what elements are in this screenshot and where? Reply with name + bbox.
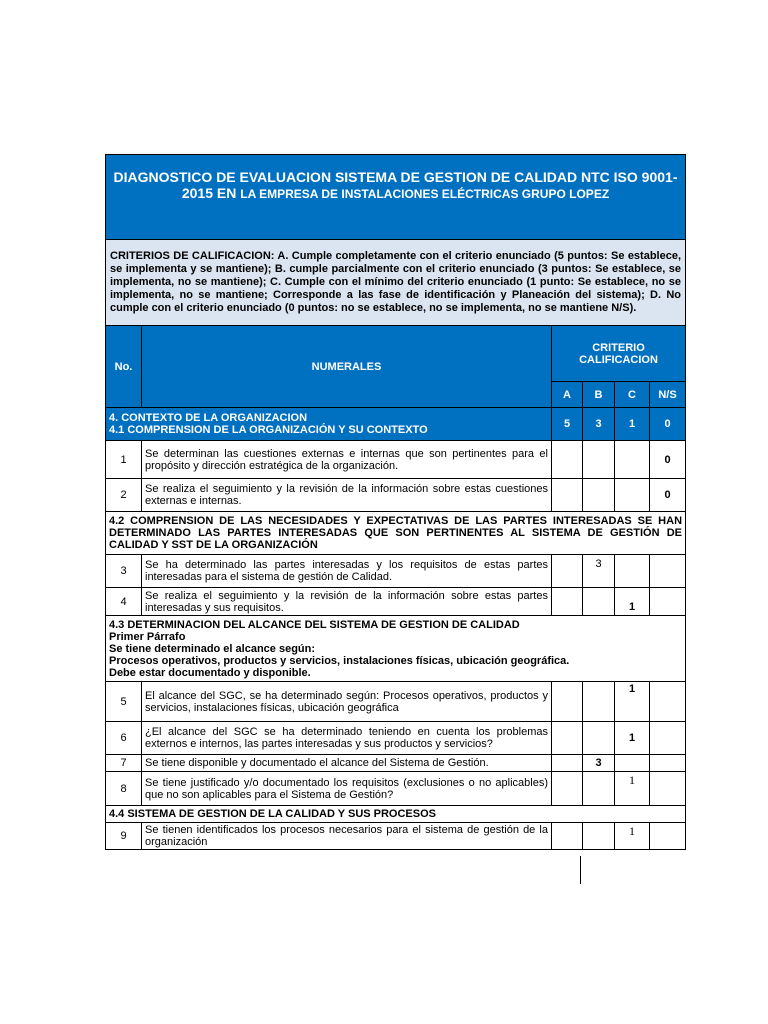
score-ns: 0 — [650, 479, 686, 512]
score-a — [552, 555, 583, 588]
col-header-criterio: CRITERIO CALIFICACION — [552, 326, 686, 382]
title-line-1: DIAGNOSTICO DE EVALUACION SISTEMA DE GESTION DE CALIDAD NTC ISO 9001- — [113, 169, 678, 185]
score-ns — [650, 755, 686, 772]
score-c: 1 — [615, 823, 650, 850]
score-ns — [650, 682, 686, 722]
evaluation-document — [105, 154, 685, 850]
row-question: Se ha determinado las partes interesadas y los requisitos de estas partes interesadas para el sistema de gestión de Calidad. — [142, 555, 552, 588]
score-a — [552, 682, 583, 722]
score-c — [615, 479, 650, 512]
section-43-title: 4.3 DETERMINACION DEL ALCANCE DEL SISTEMA DE GESTION DE CALIDAD — [109, 618, 520, 631]
row-number: 1 — [106, 441, 142, 479]
row-question: ¿El alcance del SGC se ha determinado teniendo en cuenta los problemas externos e internos, las partes interesadas y sus productos y servicios? — [142, 722, 552, 755]
score-b — [583, 588, 615, 616]
section-42-heading: 4.2 COMPRENSION DE LAS NECESIDADES Y EXPECTATIVAS DE LAS PARTES INTERESADAS SE HAN DETERMINADO LAS PARTES INTERESADAS QUE SON PERTINENTES AL SISTEMA DE GESTIÓN DE CALIDAD Y SST DE LA ORGANIZACIÓN — [106, 512, 686, 555]
table-row — [106, 588, 686, 616]
table-row — [106, 682, 686, 722]
col-header-a: A — [552, 382, 583, 408]
row-question: Se determinan las cuestiones externas e internas que son pertinentes para el propósito y dirección estratégica de la organización. — [142, 441, 552, 479]
row-question: Se realiza el seguimiento y la revisión de la información sobre estas cuestiones externas e internas. — [142, 479, 552, 512]
section-43-line-5: Debe estar documentado y disponible. — [109, 666, 311, 679]
score-b — [583, 722, 615, 755]
points-b: 3 — [583, 408, 615, 441]
row-question: Se realiza el seguimiento y la revisión de la información sobre estas partes interesadas y sus requisitos. — [142, 588, 552, 616]
row-number: 8 — [106, 772, 142, 806]
score-c — [615, 755, 650, 772]
section-43-subtitle: Primer Párrafo — [109, 630, 186, 643]
score-a — [552, 588, 583, 616]
title-company: LA EMPRESA DE INSTALACIONES ELÉCTRICAS GRUPO LOPEZ — [240, 187, 610, 201]
score-a — [552, 479, 583, 512]
score-ns — [650, 555, 686, 588]
row-number: 4 — [106, 588, 142, 616]
row-question: Se tiene justificado y/o documentado los requisitos (exclusiones o no aplicables) que no son aplicables para el Sistema de Gestión? — [142, 772, 552, 806]
row-question: Se tiene disponible y documentado el alcance del Sistema de Gestión. — [142, 755, 552, 772]
row-number: 2 — [106, 479, 142, 512]
col-header-c: C — [615, 382, 650, 408]
table-row — [106, 755, 686, 772]
score-c: 1 — [615, 682, 650, 722]
score-a — [552, 722, 583, 755]
score-c — [615, 441, 650, 479]
score-b — [583, 823, 615, 850]
score-ns — [650, 823, 686, 850]
table-row — [106, 441, 686, 479]
score-b — [583, 479, 615, 512]
table-row — [106, 479, 686, 512]
score-c: 1 — [615, 772, 650, 806]
table-row — [106, 555, 686, 588]
section-4-heading — [106, 408, 552, 441]
table-row — [106, 722, 686, 755]
score-b — [583, 772, 615, 806]
section-43-line-4: Procesos operativos, productos y servicios, instalaciones físicas, ubicación geográfica. — [109, 654, 570, 667]
section-44-heading: 4.4 SISTEMA DE GESTION DE LA CALIDAD Y SUS PROCESOS — [106, 806, 686, 823]
score-ns — [650, 588, 686, 616]
row-question: El alcance del SGC, se ha determinado según: Procesos operativos, productos y servicios, instalaciones físicas, ubicación geográfica — [142, 682, 552, 722]
row-number: 9 — [106, 823, 142, 850]
score-c: 1 — [615, 588, 650, 616]
row-number: 3 — [106, 555, 142, 588]
col-header-numerales: NUMERALES — [142, 326, 552, 408]
document-title — [106, 155, 686, 240]
col-header-b: B — [583, 382, 615, 408]
points-ns: 0 — [650, 408, 686, 441]
score-a — [552, 755, 583, 772]
evaluation-table — [105, 154, 686, 850]
section-4-title: 4. CONTEXTO DE LA ORGANIZACION — [109, 412, 308, 424]
score-b — [583, 441, 615, 479]
score-ns — [650, 772, 686, 806]
row-question: Se tienen identificados los procesos necesarios para el sistema de gestión de la organización — [142, 823, 552, 850]
score-c — [615, 555, 650, 588]
score-a — [552, 441, 583, 479]
score-a — [552, 772, 583, 806]
table-row — [106, 772, 686, 806]
section-43-heading — [106, 616, 686, 682]
row-number: 6 — [106, 722, 142, 755]
title-line-2: 2015 EN — [181, 185, 237, 201]
col-header-ns: N/S — [650, 382, 686, 408]
table-row — [106, 823, 686, 850]
row-number: 5 — [106, 682, 142, 722]
score-c: 1 — [615, 722, 650, 755]
score-ns — [650, 722, 686, 755]
score-a — [552, 823, 583, 850]
criteria-description: CRITERIOS DE CALIFICACION: A. Cumple completamente con el criterio enunciado (5 puntos: Se establece, se implementa y se mantiene); B. cumple parcialmente con el criterio enunciado (3 puntos: Se establece, se implementa, no se mantiene); C. Cumple con el mínimo del criterio enunciado (1 punto: Se establece, no se implementa, no se mantiene; Corresponde a las fase de identificación y Planeación del sistema); D. No cumple con el criterio enunciado (0 puntos: no se establece, no se implementa, no se mantiene N/S). — [106, 240, 686, 326]
score-ns: 0 — [650, 441, 686, 479]
col-header-no: No. — [106, 326, 142, 408]
stray-vertical-line — [580, 856, 581, 884]
row-number: 7 — [106, 755, 142, 772]
points-c: 1 — [615, 408, 650, 441]
score-b: 3 — [583, 555, 615, 588]
points-a: 5 — [552, 408, 583, 441]
section-43-line-3: Se tiene determinado el alcance según: — [109, 642, 316, 655]
score-b — [583, 682, 615, 722]
section-41-title: 4.1 COMPRENSION DE LA ORGANIZACIÓN Y SU CONTEXTO — [109, 424, 428, 436]
score-b: 3 — [583, 755, 615, 772]
